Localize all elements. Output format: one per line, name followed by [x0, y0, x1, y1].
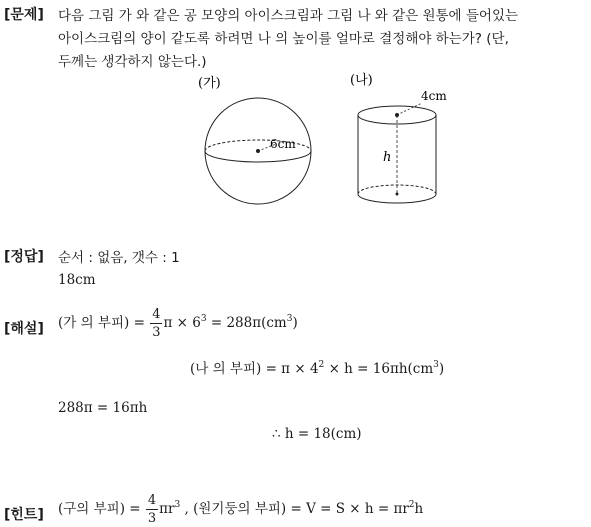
solution-tag: [해설] — [4, 321, 44, 337]
eq2-mid2: × h = 16πh(cm — [324, 361, 434, 377]
eq1-frac-den: 3 — [152, 325, 161, 340]
eq2-left: (나 의 부피) — [190, 361, 262, 377]
eq1-close: ) — [292, 315, 298, 331]
solution-eq-4: ∴ h = 18(cm) — [272, 426, 362, 442]
hint-formula — [58, 494, 423, 525]
cylinder-figure — [350, 72, 447, 203]
eq1-mid: π × 6 — [163, 315, 201, 331]
figure-label-ga: (가) — [198, 76, 221, 91]
eq1-right: = 288π(cm — [206, 315, 287, 331]
answer-line-1: 순서 : 없음, 갯수 : 1 — [58, 250, 180, 266]
sphere-figure — [198, 75, 311, 204]
hint-part-2-exp: 3 — [174, 500, 181, 510]
solution-eq-1: (가 의 부피) = $\frac{4}{3}$ $\pi \times 6^3 = 288\pi(cm^3)$ — [58, 307, 298, 340]
hint-part-3: , (원기둥의 부피) = V = S × h = πr — [180, 501, 409, 517]
problem-line-2: 아이스크림의 양이 같도록 하려면 나 의 높이를 얼마로 결정해야 하는가? (단, — [58, 31, 509, 47]
problem-line-1: 다음 그림 가 와 같은 공 모양의 아이스크림과 그림 나 와 같은 원통에 들어있는 — [58, 8, 519, 24]
answer-line-2: 18cm — [58, 272, 96, 288]
hint-frac-den: 3 — [147, 511, 157, 526]
hint-frac-num: 4 — [147, 493, 157, 508]
solution-eq-2 — [190, 357, 444, 377]
problem-line-3: 두께는 생각하지 않는다.) — [58, 54, 207, 70]
eq1-frac-num: 4 — [152, 307, 161, 322]
eq2-mid: = π × 4 — [265, 361, 319, 377]
hint-tag: [힌트] — [4, 507, 44, 523]
eq1-right-exp: 3 — [286, 314, 293, 324]
eq1-left: (가 의 부피) — [58, 315, 130, 331]
sphere-radius-label: 6cm — [270, 137, 296, 151]
eq1-exp: 3 — [200, 314, 207, 324]
problem-tag: [문제] — [4, 7, 44, 23]
cylinder-radius-label: 4cm — [421, 89, 447, 103]
figure — [190, 70, 470, 220]
hint-part-2: πr — [159, 501, 175, 517]
eq1-fraction — [150, 308, 162, 339]
cylinder-height-label: h — [383, 150, 392, 165]
figure-label-na: (나) — [350, 73, 373, 88]
hint-fraction — [146, 494, 158, 525]
hint-part-3-exp: 2 — [408, 500, 415, 510]
solution-eq-3: 288π = 16πh — [58, 400, 148, 416]
hint-part-4: h — [414, 501, 424, 517]
eq2-exp: 2 — [318, 360, 325, 370]
hint-part-1: (구의 부피) = — [58, 501, 141, 517]
eq2-close: ) — [438, 361, 445, 377]
eq2-exp2: 3 — [433, 360, 439, 370]
answer-tag: [정답] — [4, 249, 44, 265]
